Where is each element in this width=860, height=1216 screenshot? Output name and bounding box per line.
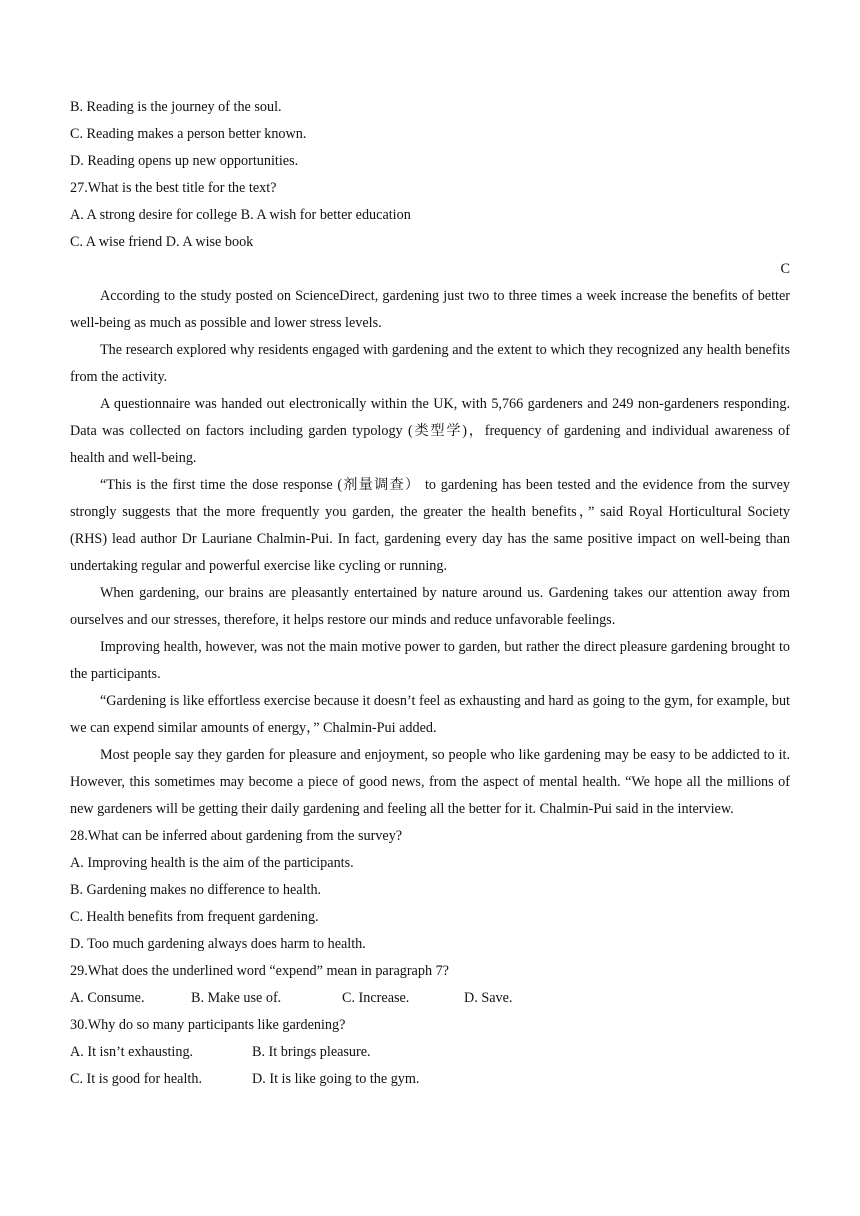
passage-paragraph-6: Improving health, however, was not the main motive power to garden, but rather the direct pleasure gardening brought to the participants. [70,639,790,682]
q28-option-d: D. Too much gardening always does harm to health. [70,936,366,952]
section-letter: C [780,261,790,277]
q30-option-b: B. It brings pleasure. [252,1044,371,1060]
q30-option-d: D. It is like going to the gym. [252,1071,420,1087]
passage-paragraph-3: A questionnaire was handed out electronically within the UK, with 5,766 gardeners and 249 non-gardeners responding. Data was collected on factors including garden typology (类型学)，frequency of gardening and individual awareness of health and well-being. [70,396,790,466]
q27-options-line-1: A. A strong desire for college B. A wish for better education [70,207,411,223]
q28-option-b: B. Gardening makes no difference to health. [70,882,322,898]
q27-options-line-2: C. A wise friend D. A wise book [70,234,254,250]
q29-question: 29.What does the underlined word “expend” mean in paragraph 7? [70,963,449,979]
passage-paragraph-7: “Gardening is like effortless exercise because it doesn’t feel as exhausting and hard as going to the gym, for example, but we can expend similar amounts of energy，” Chalmin-Pui added. [70,693,790,736]
passage-paragraph-8: Most people say they garden for pleasure and enjoyment, so people who like gardening may be easy to be addicted to it. However, this sometimes may become a piece of good news, from the aspect of mental health. “We hope all the millions of new gardeners will be getting their daily gardening and feeling all the better for it. Chalmin-Pui said in the interview. [70,747,790,817]
q26-option-d: D. Reading opens up new opportunities. [70,153,299,169]
q28-option-a: A. Improving health is the aim of the participants. [70,855,354,871]
q30-options-row-2 [70,1066,790,1093]
q30-option-c: C. It is good for health. [70,1071,203,1087]
passage-paragraph-4: “This is the first time the dose response (剂量调查） to gardening has been tested and the evidence from the survey strongly suggests that the more frequently you garden, the greater the health benefits，” said Royal Horticultural Society (RHS) lead author Dr Lauriane Chalmin-Pui. In fact, gardening every day has the same positive impact on well-being than undertaking regular and powerful exercise like cycling or running. [70,477,790,574]
q26-option-c: C. Reading makes a person better known. [70,126,307,142]
passage-paragraph-5: When gardening, our brains are pleasantly entertained by nature around us. Gardening takes our attention away from ourselves and our stresses, therefore, it helps restore our minds and reduce unfavorable feelings. [70,585,790,628]
q30-option-a: A. It isn’t exhausting. [70,1044,194,1060]
q29-option-b: B. Make use of. [191,990,282,1006]
passage-paragraph-1: According to the study posted on ScienceDirect, gardening just two to three times a week increase the benefits of better well-being as much as possible and lower stress levels. [70,288,790,331]
page-content [70,94,790,1093]
q27-question: 27.What is the best title for the text? [70,180,277,196]
q28-question: 28.What can be inferred about gardening from the survey? [70,828,403,844]
q29-option-d: D. Save. [464,990,513,1006]
q29-option-c: C. Increase. [342,990,410,1006]
q29-option-a: A. Consume. [70,990,145,1006]
passage-paragraph-2: The research explored why residents engaged with gardening and the extent to which they recognized any health benefits from the activity. [70,342,790,385]
q30-options-row-1 [70,1039,790,1066]
q28-option-c: C. Health benefits from frequent gardening. [70,909,319,925]
q30-question: 30.Why do so many participants like gardening? [70,1017,346,1033]
q29-options [70,985,790,1012]
q26-option-b: B. Reading is the journey of the soul. [70,99,282,115]
